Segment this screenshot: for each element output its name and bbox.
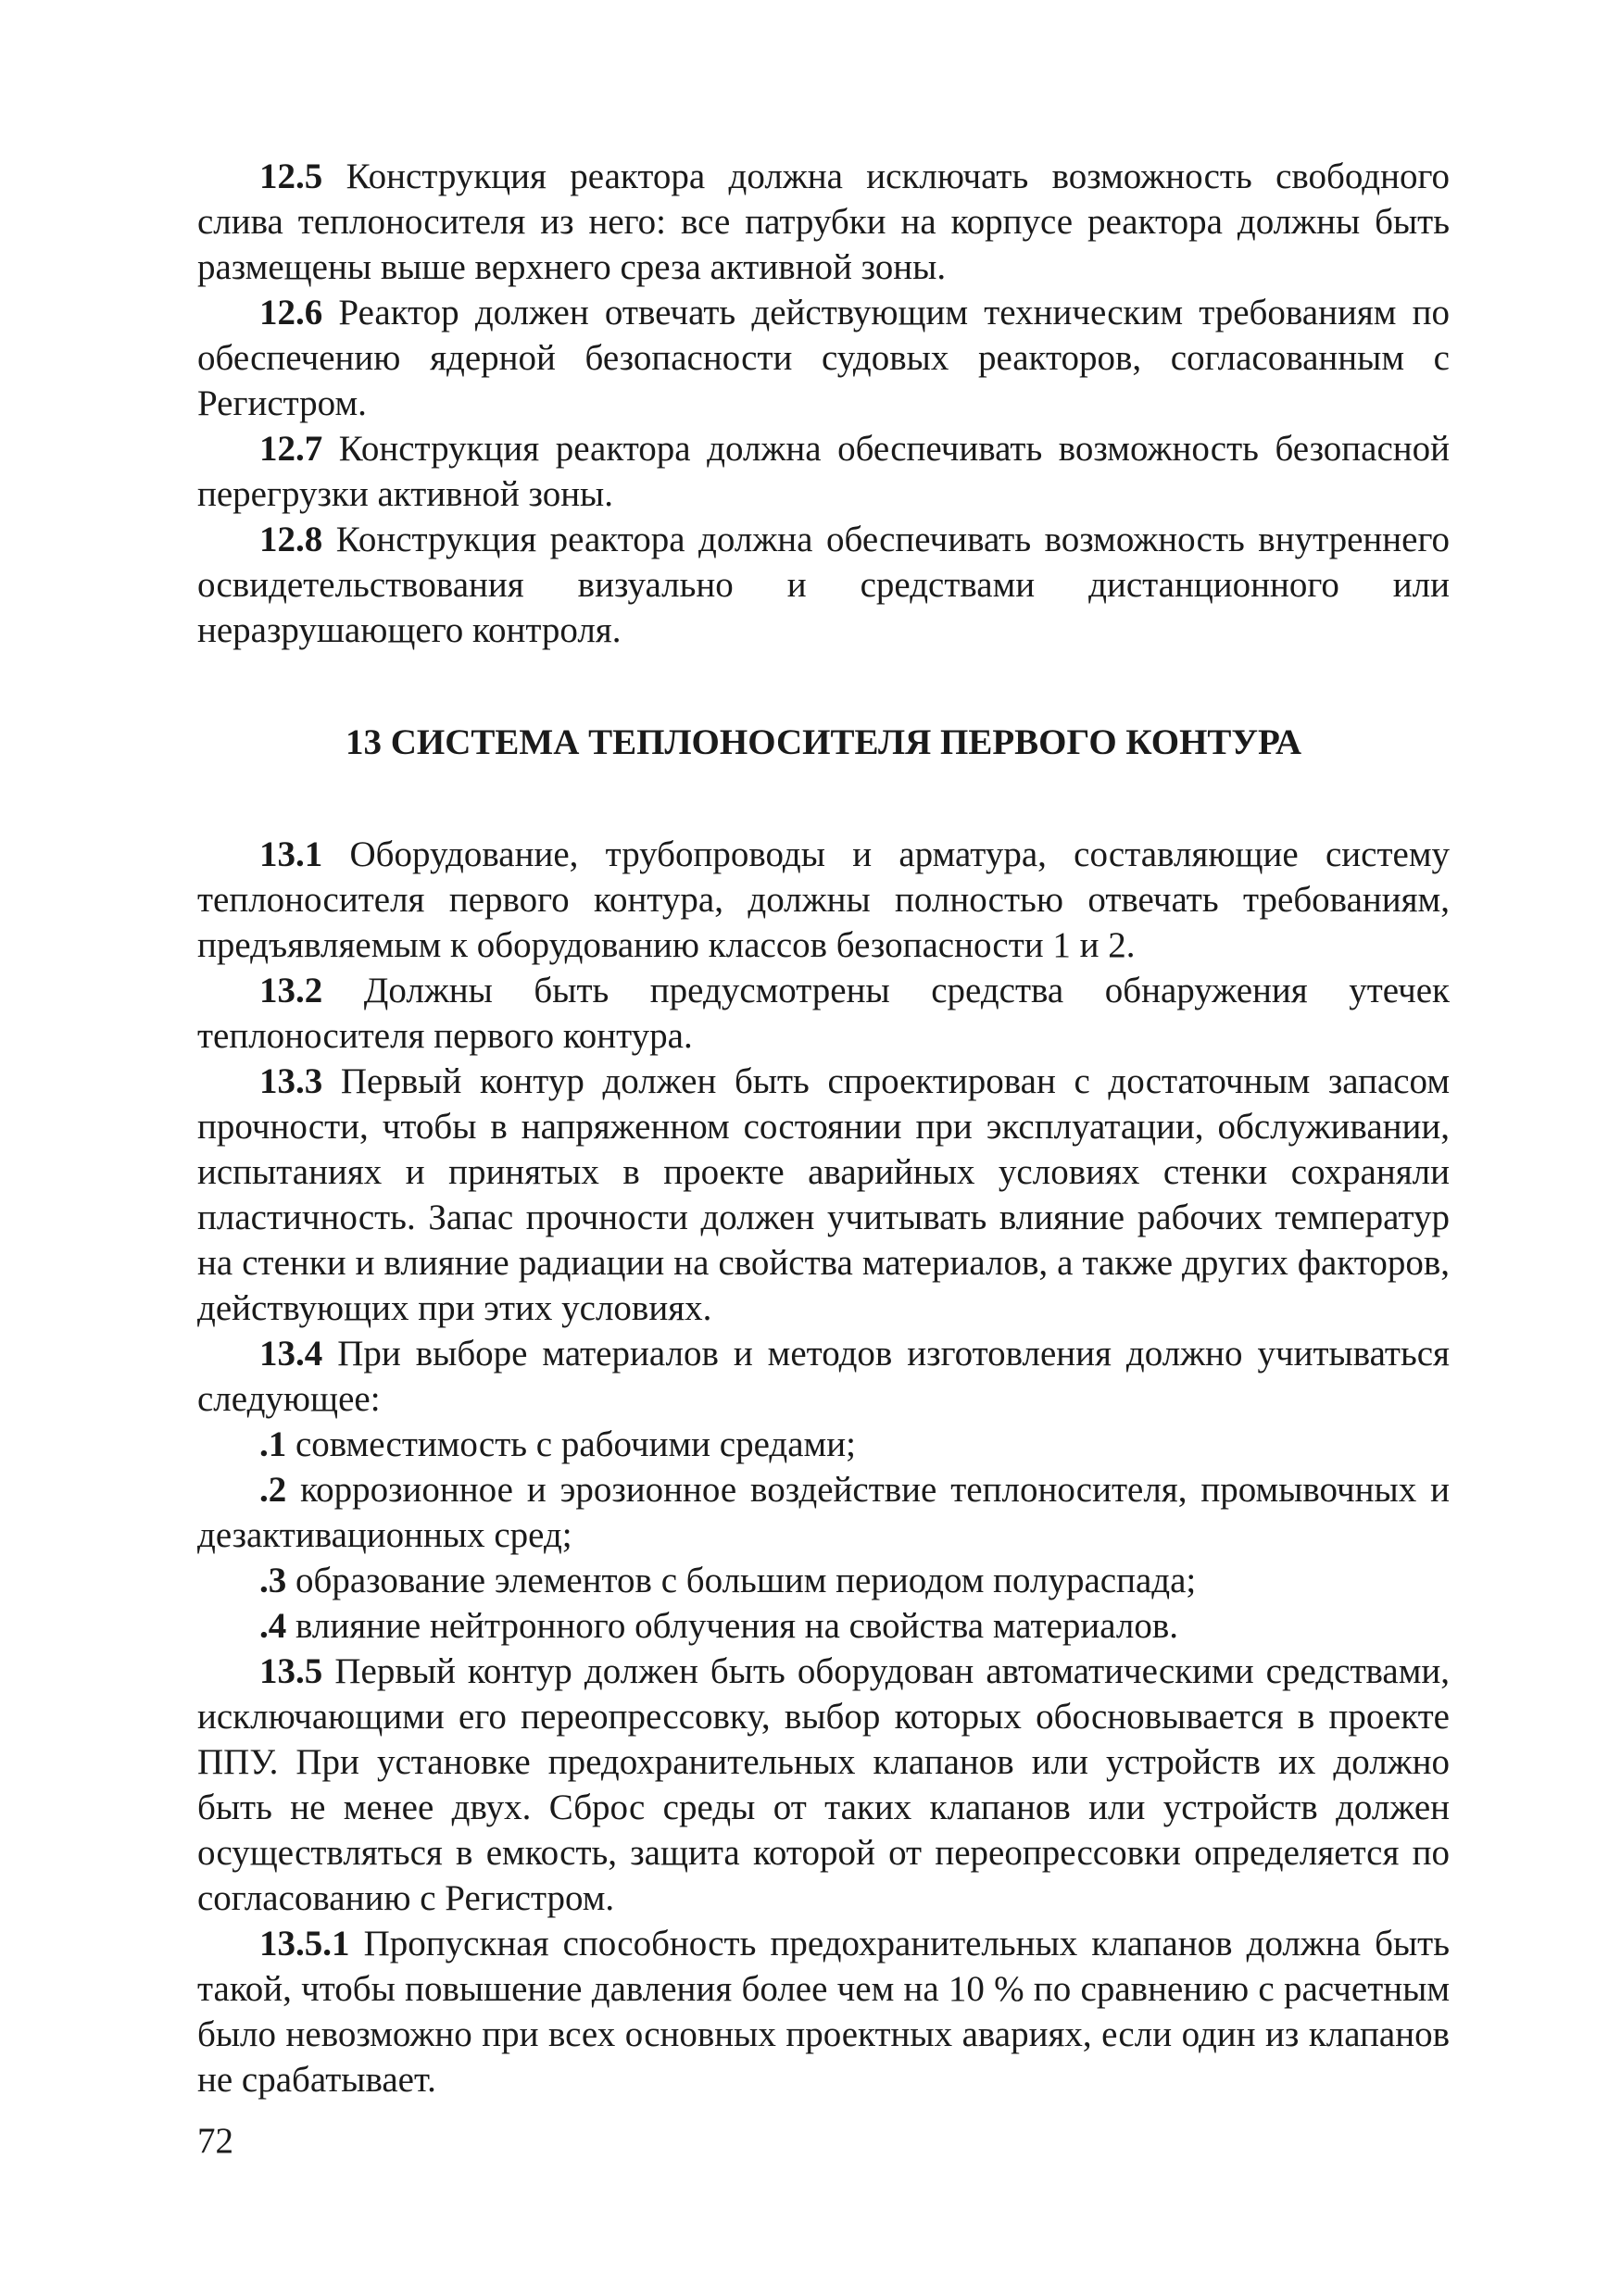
clause-text: Оборудование, трубопроводы и арматура, составляющие систему теплоносителя первого контура, должны полностью отвечать требованиям, предъявляемым к оборудованию классов безопасности 1 и 2. (197, 834, 1450, 965)
item-text: коррозионное и эрозионное воздействие теплоносителя, промывочных и дезактивационных сред; (197, 1470, 1450, 1555)
page-body (197, 154, 1450, 2102)
item-text: совместимость с рабочими средами; (286, 1424, 856, 1464)
item-text: влияние нейтронного облучения на свойства материалов. (286, 1606, 1179, 1646)
item-text: образование элементов с большим периодом полураспада; (286, 1561, 1197, 1600)
clause-text: Конструкция реактора должна исключать возможность свободного слива теплоносителя из него: все патрубки на корпусе реактора должны быть размещены выше верхнего среза активной зоны. (197, 157, 1450, 287)
clause-text: Пропускная способность предохранительных клапанов должна быть такой, чтобы повышение давления более чем на 10 % по сравнению с расчетным было невозможно при всех основных проектных авариях, если один из клапанов не срабатывает. (197, 1924, 1450, 2100)
clause-text: Первый контур должен быть оборудован автоматическими средствами, исключающими его переопрессовку, выбор которых обосновывается в проекте ППУ. При установке предохранительных клапанов или устройств их должно быть не менее двух. Сброс среды от таких клапанов или устройств должен осуществляться в емкость, защита которой от переопрессовки определяется по согласованию с Регистром. (197, 1651, 1450, 1918)
paragraph-12-5 (197, 154, 1450, 290)
clause-number: 13.5.1 (259, 1924, 350, 1964)
page-number: 72 (197, 2121, 233, 2161)
item-number: .1 (259, 1424, 287, 1464)
section-heading: 13 СИСТЕМА ТЕПЛОНОСИТЕЛЯ ПЕРВОГО КОНТУРА (345, 722, 1302, 762)
paragraph-13-3 (197, 1059, 1450, 1331)
clause-number: 12.7 (259, 429, 323, 469)
clause-text: Первый контур должен быть спроектирован с достаточным запасом прочности, чтобы в напряженном состоянии при эксплуатации, обслуживании, испытаниях и принятых в проекте аварийных условиях стенки сохраняли пластичность. Запас прочности должен учитывать влияние рабочих температур на стенки и влияние радиации на свойства материалов, а также других факторов, действующих при этих условиях. (197, 1061, 1450, 1328)
clause-number: 13.4 (259, 1334, 323, 1374)
clause-number: 12.5 (259, 157, 323, 196)
item-number: .3 (259, 1561, 287, 1600)
item-number: .4 (259, 1606, 287, 1646)
clause-number: 12.6 (259, 293, 323, 332)
paragraph-13-5-1 (197, 1921, 1450, 2102)
paragraph-13-5 (197, 1649, 1450, 1921)
list-item (197, 1422, 1450, 1467)
clause-text: Конструкция реактора должна обеспечивать возможность внутреннего освидетельствования визуально и средствами дистанционного или неразрушающего контроля. (197, 520, 1450, 650)
clause-text: При выборе материалов и методов изготовления должно учитываться следующее: (197, 1334, 1450, 1419)
clause-text: Должны быть предусмотрены средства обнаружения утечек теплоносителя первого контура. (197, 971, 1450, 1056)
paragraph-12-8 (197, 517, 1450, 653)
clause-number: 13.2 (259, 971, 323, 1010)
paragraph-13-4 (197, 1331, 1450, 1422)
clause-number: 13.1 (259, 834, 323, 874)
paragraph-13-1 (197, 832, 1450, 968)
list-item (197, 1467, 1450, 1558)
paragraph-12-6 (197, 290, 1450, 426)
clause-number: 13.5 (259, 1651, 323, 1691)
paragraph-12-7 (197, 426, 1450, 517)
paragraph-13-2 (197, 968, 1450, 1059)
clause-number: 12.8 (259, 520, 323, 559)
item-number: .2 (259, 1470, 287, 1510)
clause-number: 13.3 (259, 1061, 323, 1101)
clause-text: Реактор должен отвечать действующим техническим требованиям по обеспечению ядерной безопасности судовых реакторов, согласованным с Регистром. (197, 293, 1450, 423)
clause-text: Конструкция реактора должна обеспечивать возможность безопасной перегрузки активной зоны. (197, 429, 1450, 514)
list-item (197, 1603, 1450, 1649)
list-item (197, 1558, 1450, 1603)
